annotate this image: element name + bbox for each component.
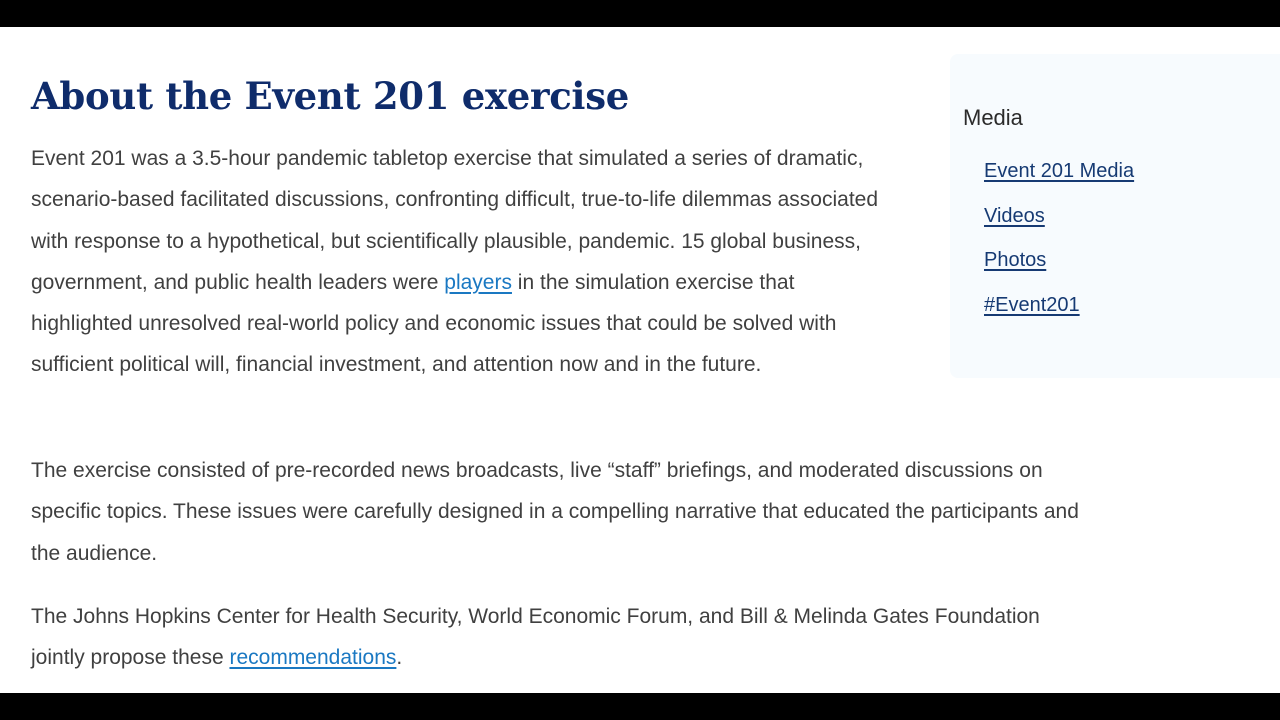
recommendations-link[interactable]: recommendations bbox=[229, 646, 397, 670]
event-201-media-link[interactable]: Event 201 Media bbox=[984, 160, 1135, 182]
media-sidebar bbox=[950, 54, 1280, 378]
event201-hashtag-link[interactable]: #Event201 bbox=[984, 294, 1080, 317]
web-page bbox=[0, 27, 1280, 693]
media-heading: Media bbox=[963, 105, 1023, 130]
list-item bbox=[984, 246, 1134, 291]
media-links-list bbox=[984, 157, 1134, 336]
list-item bbox=[984, 202, 1134, 247]
intro-text-after-link: in the simulation exercise that highlighted unresolved real-world policy and economic issues that could be solved with sufficient political will, financial investment, and attention now and in the future. bbox=[31, 270, 837, 377]
page-title: About the Event 201 exercise bbox=[31, 74, 629, 118]
intro-text-before-link: Event 201 was a 3.5-hour pandemic tabletop exercise that simulated a series of dramatic, scenario-based facilitated discussions, confronting difficult, true-to-life dilemmas associated with response to a hypothetical, but scientifically plausible, pandemic. 15 global business, government, and public health leaders were bbox=[31, 147, 879, 294]
list-item bbox=[984, 157, 1134, 202]
intro-paragraph bbox=[31, 138, 901, 386]
recommendations-text-after-link: . bbox=[396, 646, 403, 670]
recommendations-paragraph bbox=[31, 596, 1081, 679]
players-link[interactable]: players bbox=[444, 270, 512, 294]
videos-link[interactable]: Videos bbox=[984, 204, 1045, 227]
exercise-description-paragraph: The exercise consisted of pre-recorded news broadcasts, live “staff” briefings, and moderated discussions on specific topics. These issues were carefully designed in a compelling narrative that educated the participants and the audience. bbox=[31, 459, 1079, 565]
photos-link[interactable]: Photos bbox=[984, 249, 1047, 272]
list-item bbox=[984, 291, 1134, 336]
recommendations-text-before-link: The Johns Hopkins Center for Health Security, World Economic Forum, and Bill & Melinda Gates Foundation jointly propose these bbox=[31, 605, 1040, 670]
